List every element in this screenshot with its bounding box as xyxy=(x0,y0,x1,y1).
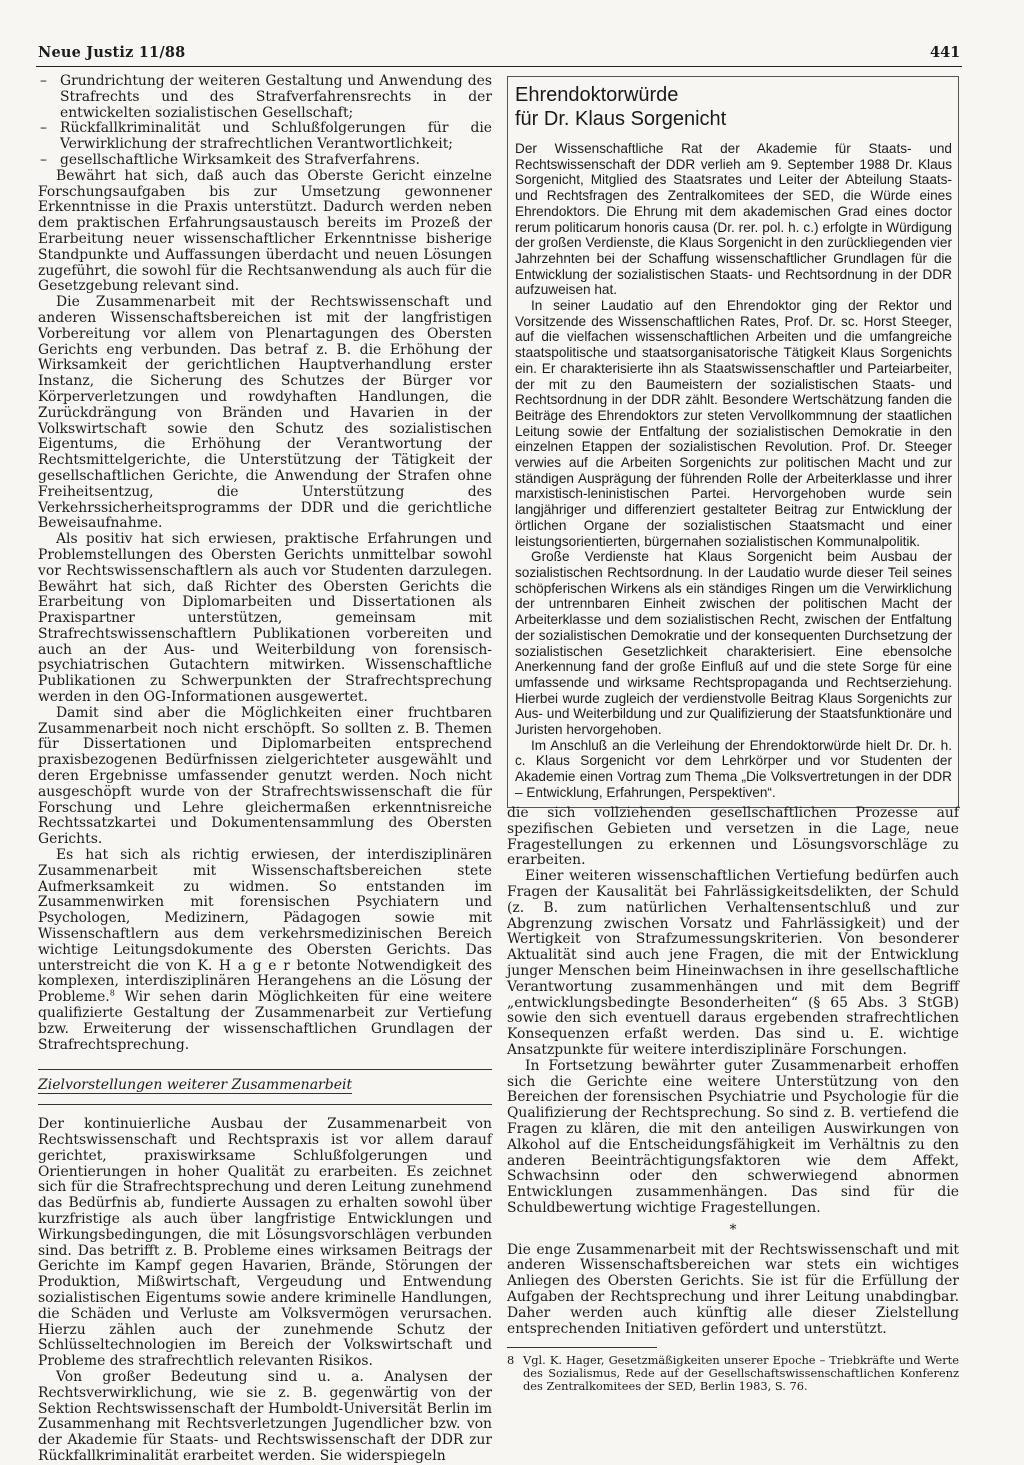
announcement-title-line: Ehrendoktorwürde xyxy=(515,84,679,106)
list-item: – Rückfallkriminalität und Schlußfolgerungen für die Verwirklichung der strafrechtlichen Verantwortlichkeit; xyxy=(38,121,492,153)
paragraph: Als positiv hat sich erwiesen, praktische Erfahrungen und Problemstellungen des Obersten Gerichts unmittelbar sowohl vor Rechtswissenschaftlern als auch vor Studenten darzulegen. Bewährt hat sich, daß Richter des Obersten Gerichts die Erarbeitung von Diplomarbeiten und Dissertationen als Praxispartner unterstützen, gemeinsam mit Strafrechtswissenschaftlern Publikationen vorbereiten und auch an der Aus- und Weiterbildung von forensisch-psychiatrischen Gutachtern mitwirken. Wissenschaftliche Publikationen zu Schwerpunkten der Strafrechtsprechung werden in den OG-Informationen ausgewertet. xyxy=(38,531,492,706)
paragraph: Die enge Zusammenarbeit mit der Rechtswissenschaft und mit anderen Wissenschaftsbereichen war stets ein wichtiges Anliegen des Obersten Gerichts. Sie ist für die Erfüllung der Aufgaben der Rechtsprechung und ihrer Leitung unabdingbar. Daher werden auch künftig alle dieser Zielstellung entsprechenden Initiativen gefördert und unterstützt. xyxy=(507,1241,959,1337)
footnote-rule xyxy=(507,1347,657,1348)
right-column xyxy=(507,806,959,1393)
footnote-ref: 8 xyxy=(109,988,115,998)
footnote-text: Vgl. K. Hager, Gesetzmäßigkeiten unserer Epoche – Triebkräfte und Werte des Sozialismus, Rede auf der Gesellschaftswissenschaftlichen Konferenz des Zentralkomitees der SED, Berlin 1983, S. 76. xyxy=(523,1353,959,1394)
paragraph: Einer weiteren wissenschaftlichen Vertiefung bedürfen auch Fragen der Kausalität bei Fahrlässigkeitsdelikten, der Schuld (z. B. zum natürlichen Verhaltensentschluß und zur Abgrenzung zwischen Vorsatz und Fahrlässigkeit) und der Wertigkeit von Strafzumessungskriterien. Von besonderer Aktualität sind auch jene Fragen, die mit der Entwicklung junger Menschen beim Hineinwachsen in ihre gesellschaftliche Verantwortung zusammenhängen und mit dem Begriff „entwicklungsbedingte Besonderheiten“ (§ 65 Abs. 3 StGB) sowie den sich eventuell daraus ergebenden strafrechtlichen Konsequenzen erfaßt werden. Das sind u. E. wichtige Ansatzpunkte für weitere interdisziplinäre Forschungen. xyxy=(507,868,959,1058)
section-heading-text: Zielvorstellungen weiterer Zusammenarbeit xyxy=(38,1077,353,1094)
section-separator: * xyxy=(729,1221,737,1238)
paragraph: Die Zusammenarbeit mit der Rechtswissenschaft und anderen Wissenschaftsbereichen ist mit der langfristigen Vorbereitung vor allem von Plenartagungen des Obersten Gerichts eng verbunden. Das betraf z. B. die Erhöhung der Wirksamkeit der gerichtlichen Hauptverhandlung erster Instanz, die Sicherung des Schutzes der Bürger vor Körperverletzungen und rowdyhaften Handlungen, die Zurückdrängung von Bränden und Havarien in der Volkswirtschaft sowie den Schutz des sozialistischen Eigentums, die Erhöhung der Verantwortung der Rechtsmittelgerichte, die Unterstützung der Tätigkeit der gesellschaftlichen Gerichte, die Anwendung der Strafen ohne Freiheitsentzug, die Unterstützung des Verkehrssicherheitsprogramms der DDR und die gerichtliche Beweisaufnahme. xyxy=(38,294,492,532)
section-heading xyxy=(38,1069,492,1105)
paragraph: Große Verdienste hat Klaus Sorgenicht beim Ausbau der sozialistischen Rechtsordnung. In der Laudatio wurde dieser Teil seines schöpferischen Wirkens als ein ständiges Ringen um die Verwirklichung der untrennbaren Einheit zwischen der politischen Macht der Arbeiterklasse und dem sozialistischen Recht, zwischen der Entfaltung der sozialistischen Demokratie und der konsequenten Durchsetzung der sozialistischen Gesetzlichkeit charakterisiert. Eine ebensolche Anerkennung fand der große Einfluß auf und die stete Sorge für eine umfassende und wirksame Rechtspropaganda und Rechtserziehung. Hierbei wurde zugleich der verdienstvolle Beitrag Klaus Sorgenichts zur Aus- und Weiterbildung und zur Qualifizierung der Staatsfunktionäre und Juristen hervorgehoben. xyxy=(515,549,952,738)
announcement-title xyxy=(515,83,952,131)
footnote xyxy=(507,1354,959,1393)
journal-header: Neue Justiz 11/88 xyxy=(38,44,186,61)
header-rule xyxy=(36,66,962,67)
paragraph: die sich vollziehenden gesellschaftlichen Prozesse auf spezifischen Gebieten und versetzen in die Lage, neue Fragestellungen zu erkennen und Lösungsvorschläge zu erarbeiten. xyxy=(507,805,959,869)
paragraph: Der kontinuierliche Ausbau der Zusammenarbeit von Rechtswissenschaft und Rechtspraxis ist vor allem darauf gerichtet, praxiswirksame Schlußfolgerungen und Orientierungen in hoher Qualität zu erarbeiten. Es zeichnet sich für die Strafrechtsprechung und deren Leitung zunehmend das Bedürfnis ab, fundierte Aussagen zu erhalten sowohl über kurzfristige als auch über langfristige Entwicklungen und Wirkungsbedingungen, die mit Lösungsvorschlägen verbunden sind. Das betrifft z. B. Probleme eines wirksamen Beitrags der Gerichte im Kampf gegen Havarien, Brände, Störungen der Produktion, Mißwirtschaft, Vergeudung und Entwendung sozialistischen Eigentums sowie andere kriminelle Handlungen, die Schäden und Verluste am Volksvermögen verursachen. Hierzu zählen auch der zunehmende Schutz der Schlüsseltechnologien im Bereich der Volkswirtschaft und Probleme des strafrechtlich relevanten Risikos. xyxy=(38,1116,492,1370)
research-topics-list xyxy=(38,74,492,169)
paragraph: Bewährt hat sich, daß auch das Oberste Gericht einzelne Forschungsaufgaben bis zur Umsetzung gewonnener Erkenntnisse in die Praxis unterstützt. Dadurch werden neben dem praktischen Erfahrungsaustausch bereits im Prozeß der Erarbeitung neuer wissenschaftlicher Erkenntnisse bisherige Standpunkte und Auffassungen überdacht und neuen Lösungen zugeführt, die sowohl für die Rechtsanwendung als auch für die Gesetzgebung relevant sind. xyxy=(38,167,492,295)
paragraph-hager xyxy=(38,848,492,1053)
left-column xyxy=(38,74,492,1465)
announcement-body xyxy=(515,141,952,801)
list-item: – gesellschaftliche Wirksamkeit des Strafverfahrens. xyxy=(38,153,492,169)
paragraph: Im Anschluß an die Verleihung der Ehrendoktorwürde hielt Dr. Dr. h. c. Klaus Sorgenicht vor dem Lehrkörper und vor Studenten der Akademie einen Vortrag zum Thema „Die Volksvertretungen in der DDR – Entwicklung, Erfahrungen, Perspektiven“. xyxy=(515,737,952,800)
paragraph: Von großer Bedeutung sind u. a. Analysen der Rechtsverwirklichung, wie sie z. B. gegenwärtig von der Sektion Rechtswissenschaft der Humboldt-Universität Berlin im Zusammenhang mit Rechtsverletzungen Jugendlicher bzw. von der Akademie für Staats- und Rechtswissenschaft der DDR zur Rückfallkriminalität erarbeitet werden. Sie widerspiegeln xyxy=(38,1368,492,1464)
paragraph: Der Wissenschaftliche Rat der Akademie für Staats- und Rechtswissenschaft der DDR verlieh am 9. September 1988 Dr. Klaus Sorgenicht, Mitglied des Staatsrates und Leiter der Abteilung Staats- und Rechtsfragen des Zentralkomitees der SED, die Würde eines Ehrendoktors. Die Ehrung mit dem akademischen Grad eines doctor rerum politicarum honoris causa (Dr. rer. pol. h. c.) erfolgte in Würdigung der großen Verdienste, die Klaus Sorgenicht in den zurückliegenden vier Jahrzehnten bei der Schaffung wissenschaftlicher Grundlagen für die Entwicklung der sozialistischen Staats- und Rechtsordnung in der DDR aufzuweisen hat. xyxy=(515,141,952,298)
announcement-title-line: für Dr. Klaus Sorgenicht xyxy=(515,108,727,130)
list-item: – Grundrichtung der weiteren Gestaltung und Anwendung des Strafrechts und des Strafverfahrensrechts in der entwickelten sozialistischen Gesellschaft; xyxy=(38,74,492,121)
paragraph: Damit sind aber die Möglichkeiten einer fruchtbaren Zusammenarbeit noch nicht erschöpft. So sollten z. B. Themen für Dissertationen und Diplomarbeiten entsprechend praxisbezogenen Bedürfnissen zielgerichteter ausgewählt und deren Ergebnisse umfassender genutzt werden. Noch nicht ausgeschöpft wurde von der Strafrechtswissenschaft die für Forschung und Lehre gleichermaßen erkenntnisreiche Rechtssatzkartei und Dokumentensammlung des Obersten Gerichts. xyxy=(38,704,492,848)
paragraph-text: Wir sehen darin Möglichkeiten für eine weitere qualifizierte Gestaltung der Zusammenarbeit zur Vertiefung bzw. Erweiterung der wissenschaftlichen Grundlagen der Strafrechtsprechung. xyxy=(38,989,492,1053)
announcement-box xyxy=(507,76,959,808)
paragraph: In seiner Laudatio auf den Ehrendoktor ging der Rektor und Vorsitzende des Wissenschaftlichen Rates, Prof. Dr. sc. Horst Steeger, auf die vielfachen wissenschaftlichen Arbeiten und die umfangreiche staatspolitische und staatsorganisatorische Tätigkeit Klaus Sorgenichts ein. Er charakterisierte ihn als Staatswissenschaftler und Parteiarbeiter, der mit zu den Baumeistern der sozialistischen Staats- und Rechtsordnung in der DDR zählt. Besondere Wertschätzung fanden die Beiträge des Ehrendoktors zur steten Vervollkommnung der staatlichen Leitung sowie der Entfaltung der sozialistischen Demokratie in den einzelnen Etappen der sozialistischen Revolution. Prof. Dr. Steeger verwies auf die Arbeiten Sorgenichts zur politischen Macht und zur ständigen Ausprägung der führenden Rolle der Arbeiterklasse und ihrer marxistisch-leninistischen Partei. Hervorgehoben wurde sein langjähriger und differenziert gestalteter Beitrag zur Entwicklung der örtlichen Organe der sozialistischen Staatsmacht und einer leistungsorientierten, bürgernahen sozialistischen Kommunalpolitik. xyxy=(515,298,952,549)
announcement-box-wrapper xyxy=(507,76,959,808)
footnote-number: 8 xyxy=(507,1353,515,1368)
paragraph-text: Es hat sich als richtig erwiesen, der interdisziplinären Zusammenarbeit mit Wissenschaftsbereichen stete Aufmerksamkeit zu widmen. So entstanden im Zusammenwirken mit forensischen Psychiatern und Psychologen, Medizinern, Pädagogen sowie mit Wissenschaftlern aus dem verkehrsmedizinischen Bereich wichtige Leitungsdokumente des Obersten Gerichts. Das unterstreicht die von K. H a g e r betonte Notwendigkeit des komplexen, interdisziplinären Herangehens an die Lösung der Probleme. xyxy=(38,847,492,1006)
paragraph: In Fortsetzung bewährter guter Zusammenarbeit erhoffen sich die Gerichte eine weitere Unterstützung von den Bereichen der forensischen Psychiatrie und Psychologie für die Qualifizierung der Rechtsprechung. So sind z. B. vertiefend die Fragen zu klären, die mit den anteiligen Auswirkungen von Alkohol auf die Entscheidungsfähigkeit im Verhältnis zu den anderen Beeinträchtigungsfaktoren wie dem Affekt, Schwachsinn oder den schwerwiegend abnormen Entwicklungen zusammenhängen. Das sind für die Schuldbewertung wichtige Fragestellungen. xyxy=(507,1057,959,1216)
page-number: 441 xyxy=(930,44,961,61)
